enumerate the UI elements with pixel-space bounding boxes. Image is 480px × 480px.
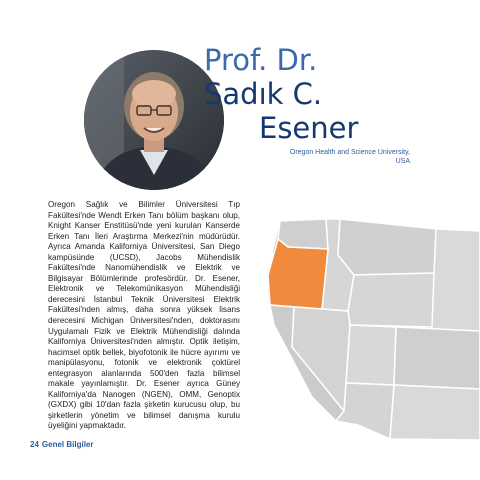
portrait-photo [84, 50, 224, 190]
name-last: Esener [259, 111, 359, 145]
name-first: Sadık C. [204, 77, 323, 111]
affiliation: Oregon Health and Science University, USA [289, 149, 410, 165]
section-name: Genel Bilgiler [41, 440, 94, 449]
bio-text: Oregon Sağlık ve Bilimler Üniversitesi Tıp Fakültesi'nde Wendt Erken Tanı bölüm başkanı olup, Knight Kanser Enstitüsü'nde yeni kurulan Kanserde Erken Tanı İleri Araştırma Merkezi'nin müdürüdür. Ayrıca Amanda Kaliforniya Üniversitesi, San Diego kampüsünde (UCSD), Jacobs Mühendislik Fakültesi'nde Nanomühendislik ve Elektrik ve Bilgisayar Bölümlerinde profesördür. Dr. Esener, Elektronik ve Telekomünikasyon Mühendisliği derecesini İstanbul Teknik Üniversitesi Elektrik Fakültesi'nden almış, daha sonra yüksek lisans derecesini Michigan Üniversitesi'nden, doktorasını Uygulamalı Fizik ve Elektrik Mühendisliği dalında Kaliforniya Üniversitesi'nden almıştır. Optik iletişim, hacimsel optik bellek, biyofotonik ile hücre ayırımı ve manipülasyonu, fotonik ve elektronik çoktürel entegrasyon alanlarında 500'den fazla bilimsel makale yayınlamıştır. Dr. Esener ayrıca Güney Kaliforniya'da Nanogen (NGEN), OMM, Genoptix (GXDX) gibi 10'dan fazla şirketin kurucusu olup, bu şirketlerin yönetim ve bilimsel danışma kurulu üyeliğini yapmaktadır. [48, 200, 240, 431]
us-west-map-icon [266, 215, 480, 440]
arizona-state [336, 383, 394, 439]
montana-state [338, 219, 436, 275]
name-title: Prof. Dr. [204, 43, 318, 77]
new-mexico-state [390, 385, 480, 440]
colorado-state [394, 327, 480, 389]
page-number: 24 [30, 440, 39, 449]
utah-state [346, 325, 396, 385]
wyoming-state [348, 273, 434, 327]
oregon-state [268, 239, 328, 309]
page-footer [30, 440, 93, 449]
